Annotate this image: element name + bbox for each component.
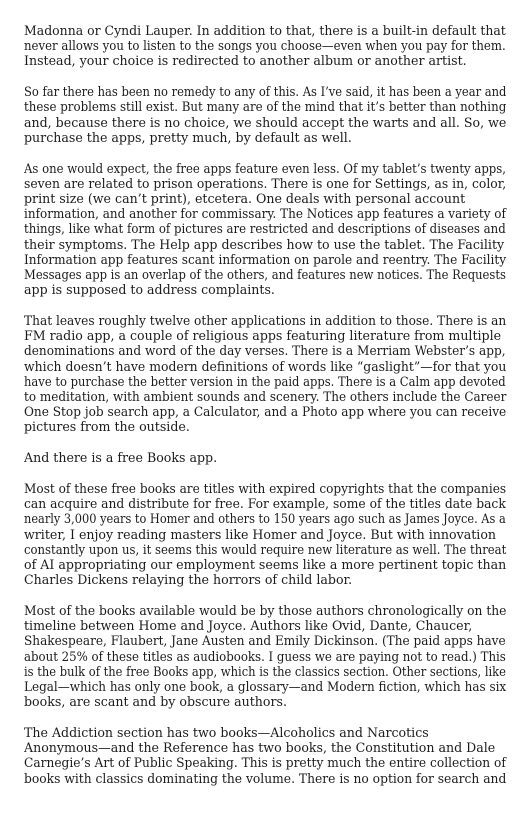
text-line: about 25% of these titles as audiobooks. I guess we are paying not to read.) This <box>24 648 506 664</box>
text-line: print size (we can’t print), etcetera. One deals with personal account <box>24 191 466 207</box>
text-line: Madonna or Cyndi Lauper. In addition to that, there is a built-in default that <box>24 23 506 38</box>
text-line: Messages app is an overlap of the others, and features new notices. The Requests <box>24 267 506 283</box>
body-paragraph <box>24 23 506 69</box>
text-line: Instead, your choice is redirected to another album or another artist. <box>24 53 467 69</box>
text-line: So far there has been no remedy to any of this. As I’ve said, it has been a year and <box>24 84 507 100</box>
text-line: One Stop job search app, a Calculator, and a Photo app where you can receive <box>24 404 507 420</box>
text-line: denominations and word of the day verses. There is a Merriam Webster’s app, <box>24 343 506 359</box>
body-paragraph <box>24 450 506 465</box>
text-line: purchase the apps, pretty much, by default as well. <box>24 129 352 145</box>
text-line: to meditation, with ambient sounds and scenery. The others include the Career <box>24 389 507 405</box>
text-line: books, are scant and by obscure authors. <box>24 694 287 710</box>
body-paragraph <box>24 603 506 709</box>
text-line: their symptoms. The Help app describes how to use the tablet. The Facility <box>24 236 505 252</box>
text-line: things, like what form of pictures are restricted and descriptions of diseases and <box>24 221 506 237</box>
text-line: of AI appropriating our employment seems like a more pertinent topic than <box>24 557 507 573</box>
text-line: As one would expect, the free apps feature even less. Of my tablet’s twenty apps, <box>24 160 506 176</box>
text-line: books with classics dominating the volume. There is no option for search and <box>24 770 507 786</box>
text-line: is the bulk of the free Books app, which is the classics section. Other sections, like <box>24 663 506 679</box>
text-line: seven are related to prison operations. There is one for Settings, as in, color, <box>24 175 507 191</box>
text-line: these problems still exist. But many are of the mind that it’s better than nothing <box>24 99 507 115</box>
text-line: Most of these free books are titles with expired copyrights that the companies <box>24 481 507 497</box>
document-page <box>24 23 506 801</box>
text-line: That leaves roughly twelve other applications in addition to those. There is an <box>24 313 507 329</box>
text-line: nearly 3,000 years to Homer and others to 150 years ago such as James Joyce. As a <box>24 511 506 527</box>
text-line: FM radio app, a couple of religious apps featuring literature from multiple <box>24 328 502 344</box>
text-line: The Addiction section has two books—Alcoholics and Narcotics <box>24 725 429 741</box>
body-paragraph <box>24 481 506 587</box>
text-line: never allows you to listen to the songs you choose—even when you pay for them. <box>24 38 506 54</box>
body-paragraph <box>24 84 506 145</box>
text-line: timeline between Home and Joyce. Authors like Ovid, Dante, Chaucer, <box>24 618 473 634</box>
text-line: information, and another for commissary. The Notices app features a variety of <box>24 206 506 222</box>
text-line: And there is a free Books app. <box>24 450 218 466</box>
text-line: which doesn’t have modern definitions of words like “gaslight”—for that you <box>24 358 507 374</box>
text-line: Carnegie’s Art of Public Speaking. This is pretty much the entire collection of <box>24 755 506 771</box>
text-line: Anonymous—and the Reference has two books, the Constitution and Dale <box>24 740 496 756</box>
text-line: Legal—which has only one book, a glossary—and Modern fiction, which has six <box>24 679 507 695</box>
text-line: Shakespeare, Flaubert, Jane Austen and Emily Dickinson. (The paid apps have <box>24 633 506 649</box>
text-line: and, because there is no choice, we should accept the warts and all. So, we <box>24 114 507 130</box>
text-line: Most of the books available would be by those authors chronologically on the <box>24 603 507 619</box>
text-line: Charles Dickens relaying the horrors of child labor. <box>24 572 353 588</box>
text-line: writer, I enjoy reading masters like Homer and Joyce. But with innovation <box>24 526 497 542</box>
text-line: pictures from the outside. <box>24 419 190 435</box>
text-line: app is supposed to address complaints. <box>24 282 275 298</box>
text-line: can acquire and distribute for free. For example, some of the titles date back <box>24 496 506 512</box>
text-line: Information app features scant information on parole and reentry. The Facility <box>24 251 507 267</box>
text-line: have to purchase the better version in the paid apps. There is a Calm app devoted <box>24 373 506 389</box>
body-paragraph <box>24 313 506 435</box>
text-line: constantly upon us, it seems this would require new literature as well. The threat <box>24 541 507 557</box>
body-paragraph <box>24 161 506 298</box>
body-paragraph <box>24 725 506 786</box>
